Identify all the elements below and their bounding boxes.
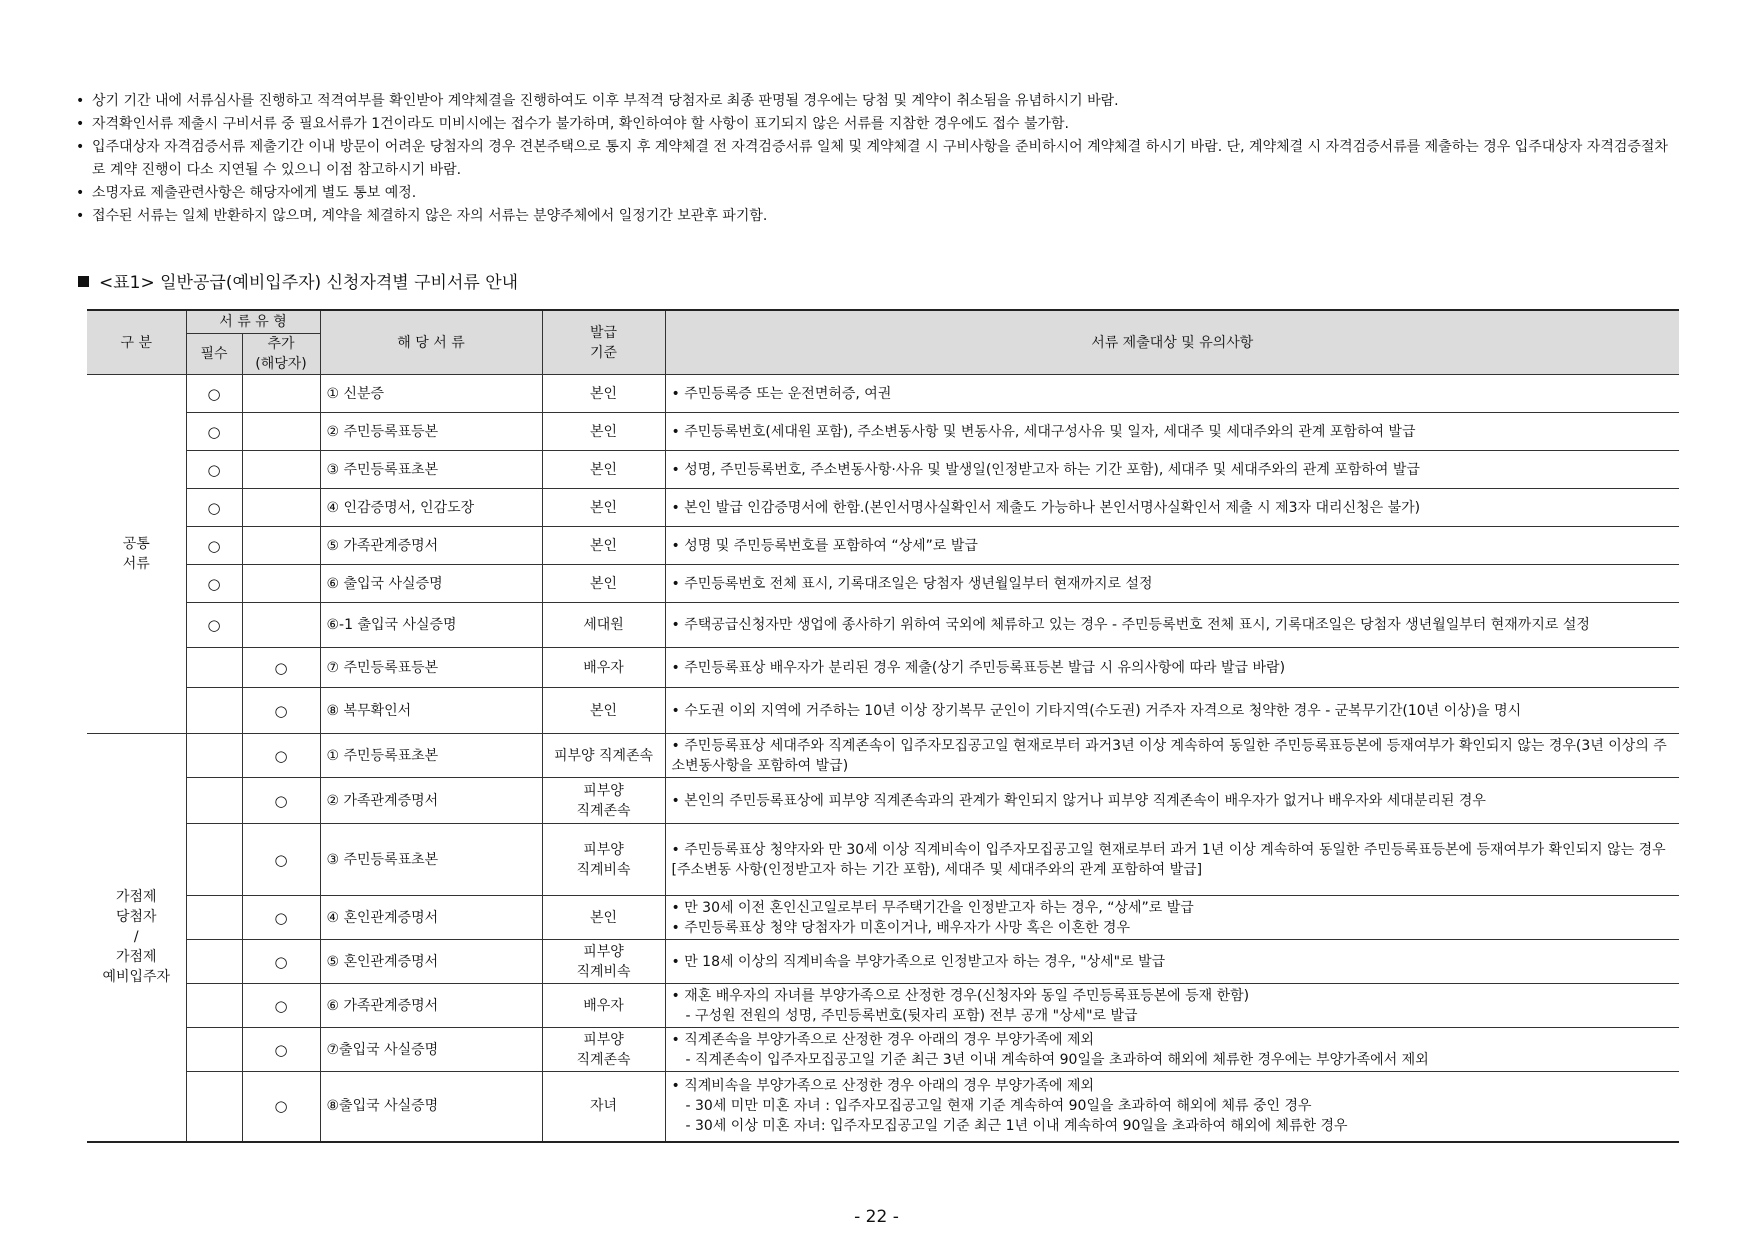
issue-basis-cell: 자녀 (542, 1072, 665, 1142)
issue-basis-cell: 본인 (542, 527, 665, 565)
category-cell: 공통 서류 (87, 375, 186, 734)
required-mark-cell (186, 984, 242, 1028)
required-mark-cell (186, 1072, 242, 1142)
notes-cell (665, 896, 1679, 940)
note-item: • 상기 기간 내에 서류심사를 진행하고 적격여부를 확인받아 계약체결을 진행하여도 이후 부적격 당첨자로 최종 판명될 경우에는 당첨 및 계약이 취소됨을 유념하시기 바람. (76, 90, 1676, 113)
notes-cell (665, 824, 1679, 896)
document-name-cell: ① 주민등록표초본 (320, 734, 542, 778)
additional-mark-cell: ○ (242, 688, 320, 734)
notes-cell (665, 940, 1679, 984)
issue-basis-cell: 세대원 (542, 603, 665, 648)
notes-cell (665, 648, 1679, 688)
notes-line: • 주민등록번호(세대원 포함), 주소변동사항 및 변동사유, 세대구성사유 및 일자, 세대주 및 세대주와의 관계 포함하여 발급 (671, 423, 1416, 440)
notes-cell (665, 565, 1679, 603)
table-row (87, 824, 1679, 896)
notes-line: • 주민등록표상 청약자와 만 30세 이상 직계비속이 입주자모집공고일 현재로부터 과거 1년 이상 계속하여 동일한 주민등록표등본에 등재여부가 확인되지 않는 경우[주소변동 사항(인정받고자 하는 기간 포함), 세대주 및 세대주와의 관계 포함하여 발급] (671, 841, 1666, 878)
required-mark-cell: ○ (186, 527, 242, 565)
notes-line: • 성명 및 주민등록번호를 포함하여 “상세”로 발급 (671, 537, 978, 554)
note-item: • 입주대상자 자격검증서류 제출기간 이내 방문이 어려운 당첨자의 경우 견본주택으로 통지 후 계약체결 전 자격검증서류 일체 및 계약체결 시 구비사항을 준비하시어 계약체결 하시기 바람. 단, 계약체결 시 자격검증서류를 제출하는 경우 입주대상자 자격검증절차로 계약 진행이 다소 지연될 수 있으니 이점 참고하시기 바람. (76, 136, 1676, 182)
required-mark-cell (186, 824, 242, 896)
header-doc-type: 서 류 유 형 (186, 310, 320, 334)
notes-line: • 주민등록증 또는 운전면허증, 여권 (671, 385, 892, 402)
table-row (87, 489, 1679, 527)
issue-basis-cell: 피부양 직계존속 (542, 734, 665, 778)
notes-line: • 직계존속을 부양가족으로 산정한 경우 아래의 경우 부양가족에 제외 (671, 1031, 1095, 1048)
document-name-cell: ② 가족관계증명서 (320, 778, 542, 824)
required-mark-cell (186, 734, 242, 778)
header-required: 필수 (186, 334, 242, 375)
page-number: - 22 - (854, 1207, 899, 1227)
document-name-cell: ⑧출입국 사실증명 (320, 1072, 542, 1142)
note-item: • 자격확인서류 제출시 구비서류 중 필요서류가 1건이라도 미비시에는 접수가 불가하며, 확인하여야 할 사항이 표기되지 않은 서류를 지참한 경우에도 접수 불가함. (76, 113, 1676, 136)
notes-cell (665, 1028, 1679, 1072)
additional-mark-cell: ○ (242, 1072, 320, 1142)
header-document: 해 당 서 류 (320, 310, 542, 375)
table-row (87, 1072, 1679, 1142)
notes-cell (665, 734, 1679, 778)
notes-line: • 주택공급신청자만 생업에 종사하기 위하여 국외에 체류하고 있는 경우 - 주민등록번호 전체 표시, 기록대조일은 당첨자 생년월일부터 현재까지로 설정 (671, 617, 1590, 633)
issue-basis-cell: 본인 (542, 489, 665, 527)
table-row (87, 375, 1679, 413)
notes-line: • 본인 발급 인감증명서에 한함.(본인서명사실확인서 제출도 가능하나 본인서명사실확인서 제출 시 제3자 대리신청은 불가) (671, 499, 1421, 516)
notes-cell (665, 375, 1679, 413)
notes-cell (665, 984, 1679, 1028)
table-row (87, 940, 1679, 984)
issue-basis-cell: 피부양 직계존속 (542, 1028, 665, 1072)
document-name-cell: ⑥ 가족관계증명서 (320, 984, 542, 1028)
additional-mark-cell: ○ (242, 940, 320, 984)
table-row (87, 984, 1679, 1028)
required-mark-cell (186, 688, 242, 734)
table-row (87, 648, 1679, 688)
additional-mark-cell: ○ (242, 648, 320, 688)
issue-basis-cell: 피부양 직계비속 (542, 824, 665, 896)
square-bullet-icon (78, 276, 89, 287)
category-cell: 가점제 당첨자 / 가점제 예비입주자 (87, 734, 186, 1142)
table-header (87, 310, 1679, 375)
additional-mark-cell: ○ (242, 984, 320, 1028)
document-name-cell: ③ 주민등록표초본 (320, 824, 542, 896)
additional-mark-cell: ○ (242, 778, 320, 824)
section-title (78, 268, 518, 293)
table-row (87, 778, 1679, 824)
issue-basis-cell: 피부양 직계비속 (542, 940, 665, 984)
document-name-cell: ① 신분증 (320, 375, 542, 413)
additional-mark-cell (242, 375, 320, 413)
header-issue-basis: 발급 기준 (542, 310, 665, 375)
required-mark-cell (186, 1028, 242, 1072)
notes-cell (665, 489, 1679, 527)
document-name-cell: ⑦ 주민등록표등본 (320, 648, 542, 688)
table-row (87, 603, 1679, 648)
required-mark-cell: ○ (186, 451, 242, 489)
document-name-cell: ⑤ 가족관계증명서 (320, 527, 542, 565)
issue-basis-cell: 본인 (542, 451, 665, 489)
issue-basis-cell: 배우자 (542, 984, 665, 1028)
additional-mark-cell: ○ (242, 896, 320, 940)
required-mark-cell (186, 896, 242, 940)
table-body (87, 375, 1679, 1142)
notes-line: • 만 30세 이전 혼인신고일로부터 무주택기간을 인정받고자 하는 경우, “상세”로 발급 (671, 899, 1194, 916)
notes-cell (665, 451, 1679, 489)
additional-mark-cell: ○ (242, 824, 320, 896)
document-name-cell: ⑦출입국 사실증명 (320, 1028, 542, 1072)
issue-basis-cell: 본인 (542, 413, 665, 451)
notes-line: • 주민등록표상 세대주와 직계존속이 입주자모집공고일 현재로부터 과거3년 이상 계속하여 동일한 주민등록표등본에 등재여부가 확인되지 않는 경우(3년 이상의 주소변동사항을 포함하여 발급) (671, 737, 1667, 774)
additional-mark-cell (242, 413, 320, 451)
table-row (87, 527, 1679, 565)
document-name-cell: ③ 주민등록표초본 (320, 451, 542, 489)
notes-line: - 직계존속이 입주자모집공고일 기준 최근 3년 이내 계속하여 90일을 초과하여 해외에 체류한 경우에는 부양가족에서 제외 (685, 1051, 1429, 1068)
required-mark-cell (186, 648, 242, 688)
notes-line: • 수도권 이외 지역에 거주하는 10년 이상 장기복무 군인이 기타지역(수도권) 거주자 자격으로 청약한 경우 - 군복무기간(10년 이상)을 명시 (671, 702, 1522, 719)
required-documents-table (87, 309, 1679, 1143)
issue-basis-cell: 피부양 직계존속 (542, 778, 665, 824)
notes-cell (665, 413, 1679, 451)
table-row (87, 565, 1679, 603)
table-row (87, 896, 1679, 940)
document-name-cell: ⑥ 출입국 사실증명 (320, 565, 542, 603)
additional-mark-cell (242, 489, 320, 527)
notes-cell (665, 527, 1679, 565)
document-name-cell: ⑤ 혼인관계증명서 (320, 940, 542, 984)
required-mark-cell (186, 778, 242, 824)
document-name-cell: ⑧ 복무확인서 (320, 688, 542, 734)
header-notes: 서류 제출대상 및 유의사항 (665, 310, 1679, 375)
notes-line: - 30세 미만 미혼 자녀 : 입주자모집공고일 현재 기준 계속하여 90일을 초과하여 해외에 체류 중인 경우 (685, 1098, 1312, 1115)
notes-line: - 구성원 전원의 성명, 주민등록번호(뒷자리 포함) 전부 공개 "상세"로 발급 (685, 1007, 1138, 1024)
table-row (87, 451, 1679, 489)
notes-line: • 재혼 배우자의 자녀를 부양가족으로 산정한 경우(신청자와 동일 주민등록표등본에 등재 한함) (671, 987, 1250, 1004)
document-name-cell: ② 주민등록표등본 (320, 413, 542, 451)
notes-line: • 만 18세 이상의 직계비속을 부양가족으로 인정받고자 하는 경우, "상세"로 발급 (671, 953, 1166, 970)
notes-line: • 주민등록번호 전체 표시, 기록대조일은 당첨자 생년월일부터 현재까지로 설정 (671, 575, 1153, 592)
notes-list (76, 90, 1676, 228)
section-title-text: <표1> 일반공급(예비입주자) 신청자격별 구비서류 안내 (99, 273, 519, 293)
notes-cell (665, 688, 1679, 734)
required-mark-cell: ○ (186, 565, 242, 603)
notes-line: • 직계비속을 부양가족으로 산정한 경우 아래의 경우 부양가족에 제외 (671, 1078, 1095, 1095)
table-row (87, 1028, 1679, 1072)
required-mark-cell: ○ (186, 489, 242, 527)
additional-mark-cell: ○ (242, 1028, 320, 1072)
notes-line: • 주민등록표상 배우자가 분리된 경우 제출(상기 주민등록표등본 발급 시 유의사항에 따라 발급 바람) (671, 659, 1286, 676)
additional-mark-cell (242, 527, 320, 565)
document-name-cell: ④ 혼인관계증명서 (320, 896, 542, 940)
header-additional: 추가 (해당자) (242, 334, 320, 375)
issue-basis-cell: 배우자 (542, 648, 665, 688)
issue-basis-cell: 본인 (542, 896, 665, 940)
required-mark-cell: ○ (186, 375, 242, 413)
notes-cell (665, 778, 1679, 824)
header-category: 구 분 (87, 310, 186, 375)
additional-mark-cell (242, 603, 320, 648)
table-row (87, 734, 1679, 778)
required-mark-cell (186, 940, 242, 984)
additional-mark-cell: ○ (242, 734, 320, 778)
table-row (87, 688, 1679, 734)
notes-line: - 30세 이상 미혼 자녀: 입주자모집공고일 기준 최근 1년 이내 계속하여 90일을 초과하여 해외에 체류한 경우 (685, 1118, 1348, 1135)
notes-line: • 본인의 주민등록표상에 피부양 직계존속과의 관계가 확인되지 않거나 피부양 직계존속이 배우자가 없거나 배우자와 세대분리된 경우 (671, 792, 1486, 809)
issue-basis-cell: 본인 (542, 565, 665, 603)
notes-line: • 성명, 주민등록번호, 주소변동사항·사유 및 발생일(인정받고자 하는 기간 포함), 세대주 및 세대주와의 관계 포함하여 발급 (671, 461, 1420, 478)
required-mark-cell: ○ (186, 603, 242, 648)
document-name-cell: ④ 인감증명서, 인감도장 (320, 489, 542, 527)
issue-basis-cell: 본인 (542, 688, 665, 734)
note-item: • 소명자료 제출관련사항은 해당자에게 별도 통보 예정. (76, 182, 1676, 205)
table-row (87, 413, 1679, 451)
document-name-cell: ⑥-1 출입국 사실증명 (320, 603, 542, 648)
notes-line: • 주민등록표상 청약 당첨자가 미혼이거나, 배우자가 사망 혹은 이혼한 경우 (671, 919, 1130, 936)
notes-cell (665, 603, 1679, 648)
issue-basis-cell: 본인 (542, 375, 665, 413)
additional-mark-cell (242, 451, 320, 489)
required-mark-cell: ○ (186, 413, 242, 451)
additional-mark-cell (242, 565, 320, 603)
notes-cell (665, 1072, 1679, 1142)
note-item: • 접수된 서류는 일체 반환하지 않으며, 계약을 체결하지 않은 자의 서류는 분양주체에서 일정기간 보관후 파기함. (76, 205, 1676, 228)
